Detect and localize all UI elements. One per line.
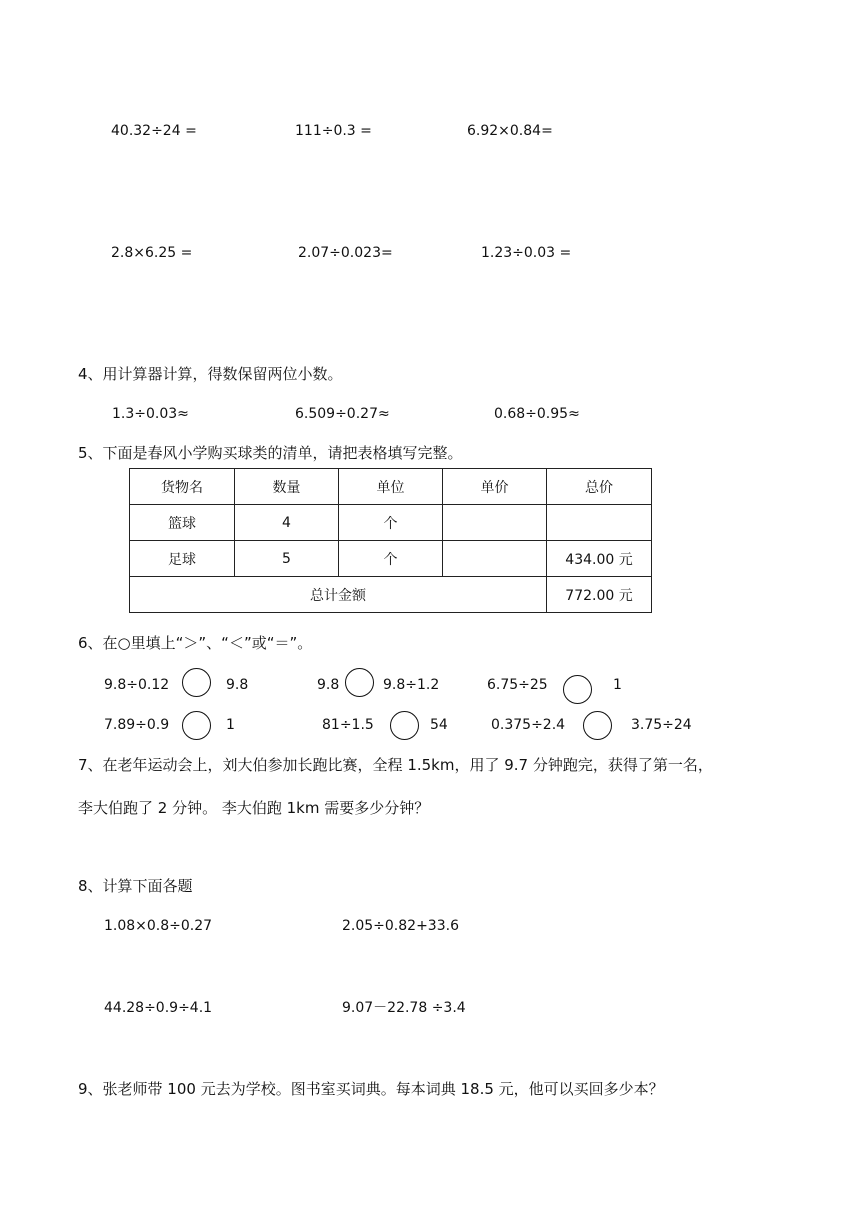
calc-item: 6.92×0.84=: [467, 123, 553, 139]
total-value-cell: 772.00 元: [547, 577, 652, 613]
compare-left: 7.89÷0.9: [104, 717, 170, 733]
q8-item: 9.07－22.78 ÷3.4: [342, 1000, 466, 1016]
compare-circle[interactable]: [345, 668, 374, 697]
compare-right: 9.8÷1.2: [383, 677, 440, 693]
header-cell: 单价: [443, 469, 547, 505]
table-row: [130, 505, 652, 541]
price-table: [129, 468, 652, 613]
compare-left: 9.8: [317, 677, 340, 693]
q4-item: 0.68÷0.95≈: [494, 406, 580, 422]
header-cell: 单位: [339, 469, 443, 505]
compare-circle[interactable]: [583, 711, 612, 740]
table-cell: 5: [235, 541, 339, 577]
compare-left: 6.75÷25: [487, 677, 548, 693]
compare-right: 9.8: [226, 677, 249, 693]
question-7-line: 李大伯跑了 2 分钟。 李大伯跑 1km 需要多少分钟？: [78, 799, 430, 817]
table-cell: 4: [235, 505, 339, 541]
compare-left: 9.8÷0.12: [104, 677, 170, 693]
q4-item: 6.509÷0.27≈: [295, 406, 390, 422]
q8-item: 44.28÷0.9÷4.1: [104, 1000, 213, 1016]
table-cell: [443, 541, 547, 577]
table-row: [130, 541, 652, 577]
compare-circle[interactable]: [182, 668, 211, 697]
compare-circle[interactable]: [390, 711, 419, 740]
compare-right: 1: [226, 717, 235, 733]
table-cell: 434.00 元: [547, 541, 652, 577]
compare-right: 3.75÷24: [631, 717, 692, 733]
compare-right: 54: [430, 717, 448, 733]
calc-item: 111÷0.3 =: [295, 123, 372, 139]
compare-left: 81÷1.5: [322, 717, 374, 733]
table-cell: [443, 505, 547, 541]
header-cell: 数量: [235, 469, 339, 505]
question-7-line: 7、在老年运动会上，刘大伯参加长跑比赛，全程 1.5km，用了 9.7 分钟跑完，获得了第一名，: [78, 756, 713, 774]
table-cell: 个: [339, 505, 443, 541]
question-8-title: 8、计算下面各题: [78, 877, 193, 895]
calc-item: 2.07÷0.023=: [298, 245, 393, 261]
compare-left: 0.375÷2.4: [491, 717, 566, 733]
calc-item: 40.32÷24 =: [111, 123, 197, 139]
table-cell: [547, 505, 652, 541]
table-cell: 个: [339, 541, 443, 577]
q8-item: 2.05÷0.82+33.6: [342, 918, 459, 934]
q8-item: 1.08×0.8÷0.27: [104, 918, 213, 934]
question-6-title: 6、在○里填上“＞”、“＜”或“＝”。: [78, 634, 313, 652]
compare-right: 1: [613, 677, 622, 693]
question-4-title: 4、用计算器计算，得数保留两位小数。: [78, 365, 343, 383]
calc-item: 1.23÷0.03 =: [481, 245, 572, 261]
compare-circle[interactable]: [182, 711, 211, 740]
table-header-row: [130, 469, 652, 505]
question-5-title: 5、下面是春风小学购买球类的清单，请把表格填写完整。: [78, 444, 463, 462]
table-cell: 足球: [130, 541, 235, 577]
question-9-text: 9、张老师带 100 元去为学校。图书室买词典。每本词典 18.5 元，他可以买回多少本？: [78, 1080, 664, 1098]
header-cell: 总价: [547, 469, 652, 505]
table-cell: 篮球: [130, 505, 235, 541]
header-cell: 货物名: [130, 469, 235, 505]
q4-item: 1.3÷0.03≈: [112, 406, 189, 422]
table-total-row: [130, 577, 652, 613]
calc-item: 2.8×6.25 =: [111, 245, 193, 261]
total-label-cell: 总计金额: [130, 577, 547, 613]
compare-circle[interactable]: [563, 675, 592, 704]
